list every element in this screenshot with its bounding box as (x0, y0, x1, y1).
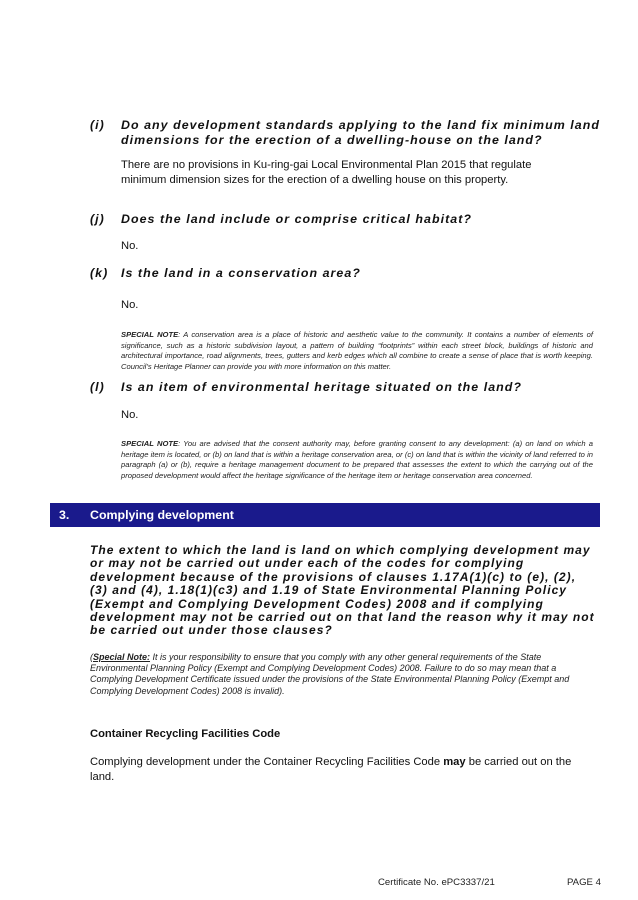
section-number: 3. (59, 508, 70, 522)
question-number: (k) (90, 266, 109, 280)
special-note-label: Special Note: (93, 652, 151, 662)
section-question: The extent to which the land is land on which complying development may or may not be carried out under each of the codes for complying development because of the provisions of clauses 1.17A(1)(c) to (e), (2), (3) and (4), 1.18(1)(c3) and 1.19 of State Environmental Planning Policy (Exempt and Complying Development Codes) 2008 and if complying development may not be carried out on that land the reason why it may not be carried out under those clauses? (90, 543, 595, 638)
answer-k: No. (121, 299, 139, 311)
note-text: : A conservation area is a place of historic and aesthetic value to the community. It contains a number of elements of significance, such as a historic subdivision layout, a pattern of building “footprints” within each street block, buildings of historic and architectural importance, road alignments, trees, gutters and kerb edges which all combine to create a sense of place that is worth keeping. Council’s Heritage Planner can provide you with more information on this matter. (121, 330, 593, 371)
note-label: SPECIAL NOTE (121, 330, 179, 339)
answer-l: No. (121, 409, 139, 421)
certificate-number: Certificate No. ePC3337/21 (378, 877, 495, 888)
question-text: Is an item of environmental heritage situated on the land? (121, 380, 523, 394)
question-number: (l) (90, 380, 105, 394)
section-title: Complying development (90, 508, 234, 522)
note-label: SPECIAL NOTE (121, 439, 179, 448)
question-text: Do any development standards applying to the land fix minimum land dimensions for the erection of a dwelling-house on the land? (121, 118, 600, 147)
special-note-open: ( (90, 652, 93, 662)
question-number: (j) (90, 212, 105, 226)
page-number: PAGE 4 (567, 877, 601, 888)
code-heading: Container Recycling Facilities Code (90, 728, 281, 740)
code-emphasis: may (443, 756, 466, 768)
special-note-heritage (121, 439, 593, 481)
code-text-after: be carried out on the land. (90, 756, 572, 783)
special-note-conservation (121, 330, 593, 372)
special-note-complying (90, 652, 595, 697)
code-text-before: Complying development under the Container Recycling Facilities Code (90, 756, 444, 768)
answer-i: There are no provisions in Ku-ring-gai Local Environmental Plan 2015 that regulate minimum dimension sizes for the erection of a dwelling house on this property. (121, 159, 532, 186)
note-text: : You are advised that the consent authority may, before granting consent to any development: (a) on land on which a heritage item is located, or (b) on land that is within a heritage conservation area, or (c) on land that is within the vicinity of land referred to in paragraph (a) or (b), require a heritage management document to be prepared that assesses the extent to which the carrying out of the proposed development would affect the heritage significance of the heritage item or heritage conservation area concerned. (121, 439, 594, 480)
answer-j: No. (121, 240, 139, 252)
code-statement (90, 755, 595, 785)
question-text: Does the land include or comprise critical habitat? (121, 212, 472, 226)
special-note-text: It is your responsibility to ensure that you comply with any other general requirements of the State Environmental Planning Policy (Exempt and Complying Development Codes) 2008. Failure to do so may mean that a Complying Development Certificate issued under the provisions of the State Environmental Planning Policy (Exempt and Complying Development Codes) 2008 is invalid). (90, 652, 570, 696)
question-number: (i) (90, 118, 105, 132)
question-text: Is the land in a conservation area? (121, 266, 361, 280)
section-heading-bar (50, 503, 600, 527)
